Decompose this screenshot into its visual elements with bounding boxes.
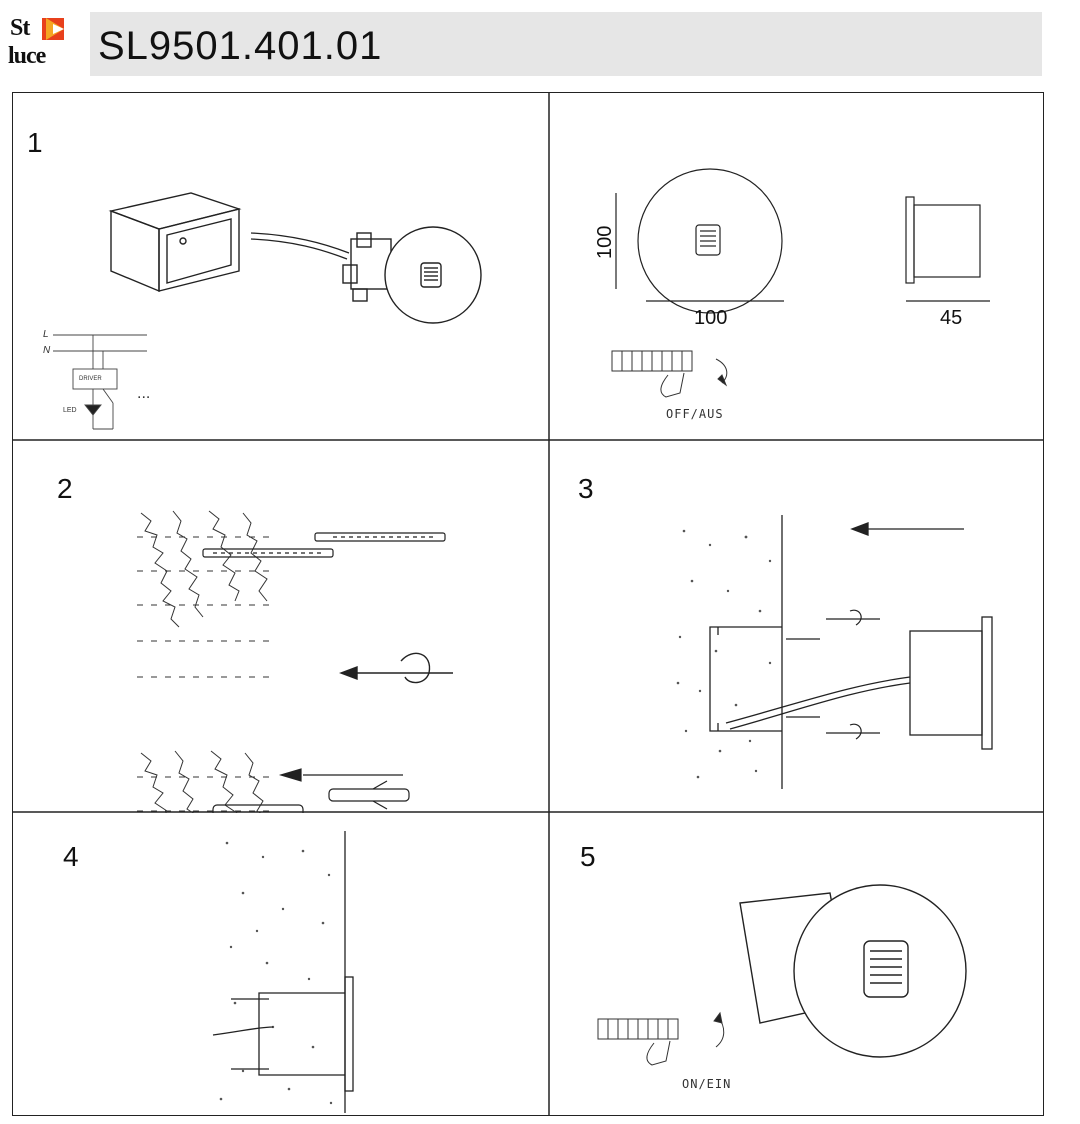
width-dimension: 100: [694, 307, 728, 329]
insert-direction-arrow: [852, 523, 964, 535]
switch-off-label: OFF/AUS: [666, 407, 724, 421]
terminal-block-icon: [612, 351, 727, 397]
brick-wall-bottom: [137, 751, 273, 813]
panel-step-1: [13, 93, 550, 441]
box-and-light-illustration: [13, 93, 550, 441]
screw-icon: [786, 610, 880, 739]
product-code: SL9501.401.01: [98, 24, 383, 68]
wiring-label-l: L: [43, 329, 49, 340]
wall-section: [670, 515, 782, 789]
step-number: 5: [580, 841, 596, 872]
wiring-ellipsis: ...: [137, 385, 151, 402]
wiring-label-n: N: [43, 345, 51, 356]
light-fixture-icon: [343, 227, 481, 323]
page-header: [8, 10, 1042, 76]
wiring-label-driver: DRIVER: [79, 376, 102, 382]
installed-fixture-illustration: [13, 813, 550, 1117]
wall-section: [220, 831, 345, 1113]
panel-step-4: [13, 813, 550, 1117]
height-dimension: 100: [594, 225, 616, 259]
step-number: 1: [27, 127, 43, 158]
wiring-label-led: LED: [63, 407, 77, 414]
dimensions-drawing: [550, 93, 1045, 441]
finished-fixture-illustration: [550, 813, 1045, 1117]
logo-mark-icon: [42, 18, 64, 40]
brand-logo: [8, 14, 68, 76]
panel-step-5: [550, 813, 1045, 1117]
mounting-box-icon: [111, 193, 239, 291]
panel-step-3: [550, 441, 1045, 813]
drill-direction-arrow: [341, 653, 453, 682]
wall-plug-icon: [213, 769, 409, 813]
fixture-installed: [213, 977, 353, 1091]
logo-text-bottom: luce: [8, 43, 46, 69]
logo-text-top: St: [10, 15, 30, 41]
light-fixture-icon: [740, 885, 966, 1057]
drilling-illustration: [13, 441, 550, 813]
step-number: 4: [63, 841, 79, 872]
step-number: 2: [57, 473, 73, 504]
panel-dimensions: [550, 93, 1045, 441]
step-number: 3: [578, 473, 594, 504]
brick-wall-top: [137, 511, 273, 677]
panel-step-2: [13, 441, 550, 813]
depth-dimension: 45: [940, 307, 963, 329]
wiring-diagram-icon: [53, 335, 147, 429]
mounting-illustration: [550, 441, 1045, 813]
instruction-grid: [12, 92, 1044, 1116]
terminal-block-icon: [598, 1013, 724, 1065]
switch-on-label: ON/EIN: [682, 1077, 732, 1091]
